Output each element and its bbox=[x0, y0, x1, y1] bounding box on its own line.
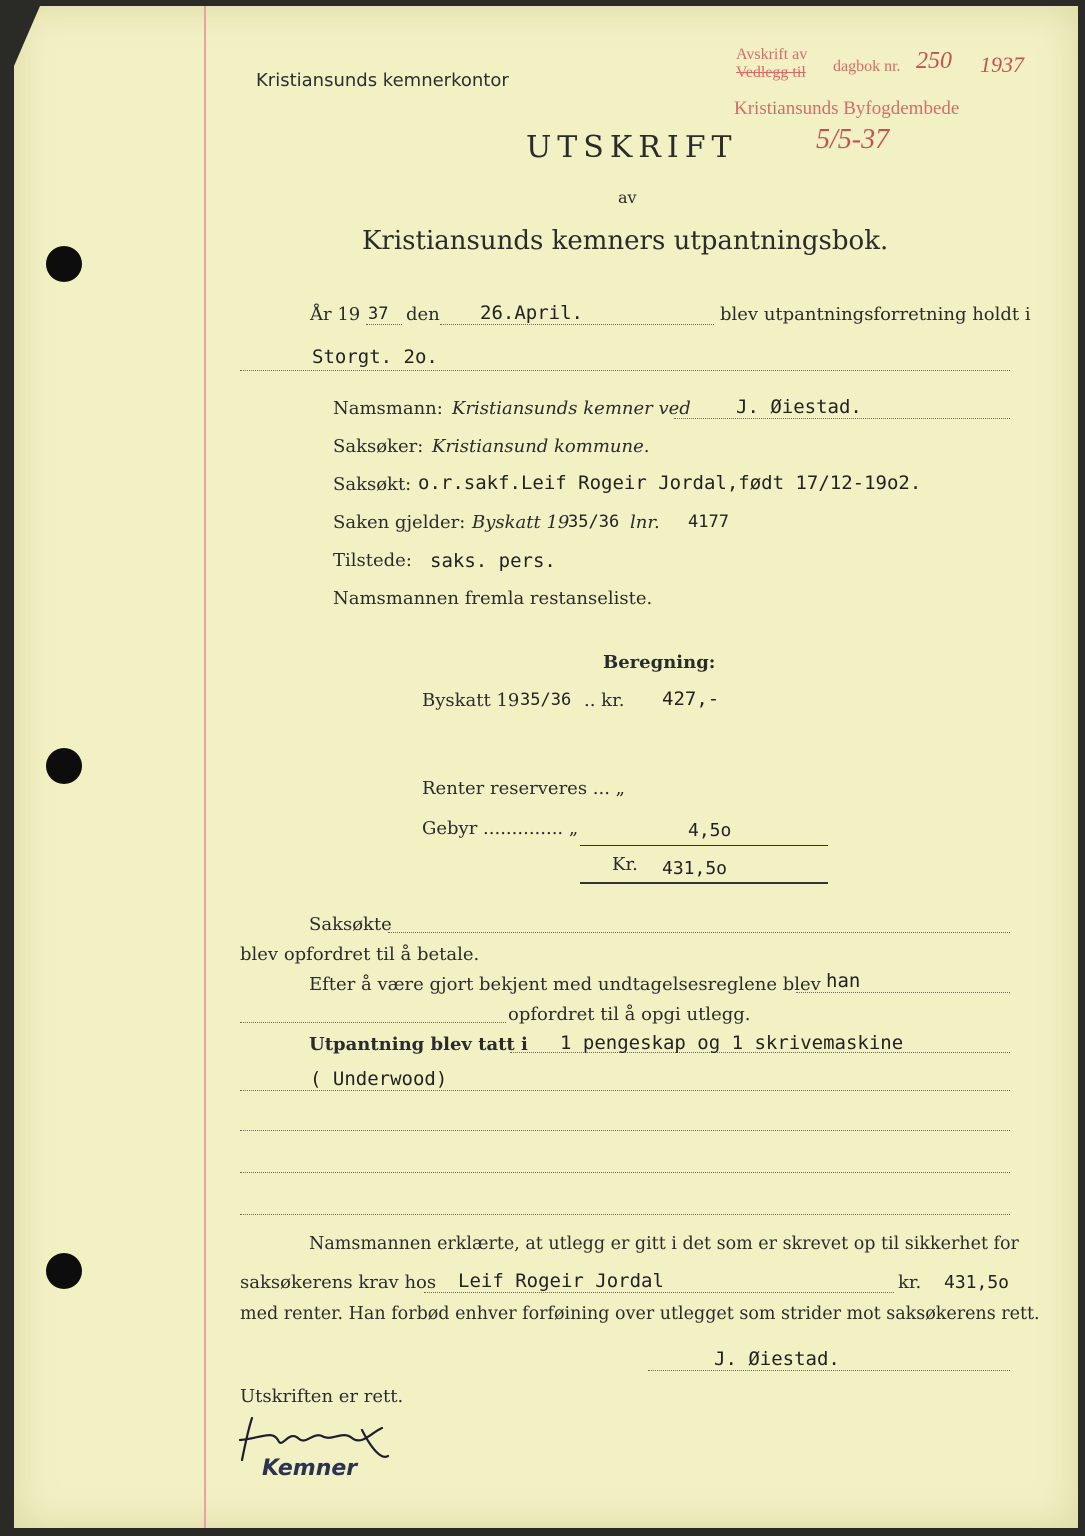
krav-label: saksøkerens krav hos bbox=[240, 1272, 437, 1293]
efter-value: han bbox=[826, 970, 861, 992]
saken-label: Saken gjelder: bbox=[333, 512, 466, 533]
total-amount: 431,5o bbox=[662, 858, 728, 879]
dotted-line bbox=[240, 370, 1010, 371]
title-av: av bbox=[618, 188, 637, 207]
saksokte-label: Saksøkte bbox=[309, 914, 392, 935]
dotted-line bbox=[388, 932, 1010, 933]
kemner-stamp: Kemner bbox=[262, 1456, 358, 1481]
namsmann-signature: J. Øiestad. bbox=[714, 1348, 840, 1370]
efter-text: Efter å være gjort bekjent med undtagelsesreglene blev bbox=[309, 974, 821, 995]
total-label: Kr. bbox=[612, 854, 638, 875]
dotted-line bbox=[796, 992, 1010, 993]
dotted-line bbox=[240, 1214, 1010, 1215]
beregning-heading: Beregning: bbox=[603, 652, 716, 673]
stamp-byfogd: Kristiansunds Byfogdembede bbox=[734, 98, 960, 119]
date-value: 26.April. bbox=[480, 302, 583, 324]
office-name: Kristiansunds kemnerkontor bbox=[256, 70, 509, 91]
book-title: Kristiansunds kemners utpantningsbok. bbox=[362, 226, 889, 256]
utpantning-value2: ( Underwood) bbox=[310, 1068, 448, 1090]
stamp-number: 250 bbox=[916, 48, 952, 74]
dotted-line bbox=[240, 1022, 506, 1023]
stamp-year: 1937 bbox=[980, 52, 1024, 77]
saksokt-label: Saksøkt: bbox=[333, 474, 412, 495]
tilstede-value: saks. pers. bbox=[430, 550, 556, 572]
margin-line bbox=[204, 6, 206, 1528]
byskatt-label: Byskatt 19 bbox=[422, 690, 520, 711]
opfordret-text: blev opfordret til å betale. bbox=[240, 944, 480, 965]
stamp-avskrift: Avskrift av bbox=[736, 46, 808, 63]
dotted-line bbox=[240, 1130, 1010, 1131]
byskatt-amount: 427,- bbox=[662, 688, 720, 710]
intro-tail: blev utpantningsforretning holdt i bbox=[720, 304, 1031, 325]
saken-lnr-value: 4177 bbox=[688, 512, 729, 532]
dotted-line bbox=[240, 1172, 1010, 1173]
krav-amount: 431,5o bbox=[944, 1272, 1010, 1293]
den-label: den bbox=[406, 304, 440, 325]
krav-name: Leif Rogeir Jordal bbox=[458, 1270, 664, 1292]
erklaerte-text: Namsmannen erklærte, at utlegg er gitt i det som er skrevet op til sikkerhet for bbox=[309, 1234, 1019, 1254]
folded-corner bbox=[14, 6, 40, 66]
place-value: Storgt. 2o. bbox=[312, 346, 438, 368]
saksokt-value: o.r.sakf.Leif Rogeir Jordal,født 17/12-19o2. bbox=[418, 472, 922, 494]
dotted-line bbox=[440, 324, 714, 325]
punch-hole bbox=[46, 748, 82, 784]
punch-hole bbox=[46, 1253, 82, 1289]
sum-rule-top bbox=[580, 845, 828, 846]
saken-lnr: lnr. bbox=[630, 512, 660, 533]
tilstede-label: Tilstede: bbox=[333, 550, 412, 571]
page-title: UTSKRIFT bbox=[526, 130, 738, 165]
krav-kr: kr. bbox=[898, 1272, 922, 1293]
saksoker-label: Saksøker: bbox=[333, 436, 424, 457]
saksoker-value: Kristiansund kommune. bbox=[432, 436, 650, 457]
aar-label: År 19 bbox=[310, 304, 361, 325]
byskatt-year: 35/36 bbox=[520, 690, 572, 710]
sum-rule-bottom bbox=[580, 882, 828, 884]
renter-label: Renter reserveres ... „ bbox=[422, 778, 626, 799]
stamp-dagbok: dagbok nr. bbox=[833, 58, 901, 75]
saken-year: 35/36 bbox=[568, 512, 620, 532]
stamp-date: 5/5-37 bbox=[816, 124, 890, 155]
saken-pre: Byskatt 19 bbox=[472, 512, 570, 533]
gebyr-label: Gebyr .............. „ bbox=[422, 818, 579, 839]
utskriften-rett: Utskriften er rett. bbox=[240, 1386, 404, 1407]
utpantning-label: Utpantning blev tatt i bbox=[309, 1034, 528, 1055]
dotted-line bbox=[424, 1292, 894, 1293]
namsmann-pre: Kristiansunds kemner ved bbox=[452, 398, 691, 419]
restanse-text: Namsmannen fremla restanseliste. bbox=[333, 588, 653, 609]
punch-hole bbox=[46, 246, 82, 282]
dotted-line bbox=[366, 324, 402, 325]
aar-value: 37 bbox=[368, 304, 389, 324]
dotted-line bbox=[240, 1090, 1010, 1091]
byskatt-kr: .. kr. bbox=[584, 690, 625, 711]
namsmann-value: J. Øiestad. bbox=[736, 396, 862, 418]
utpantning-value: 1 pengeskap og 1 skrivemaskine bbox=[560, 1032, 904, 1054]
gebyr-amount: 4,5o bbox=[688, 820, 732, 841]
renter-text: med renter. Han forbød enhver forføining over utlegget som strider mot saksøkerens rett. bbox=[240, 1304, 1040, 1324]
opgi-text: opfordret til å opgi utlegg. bbox=[508, 1004, 751, 1025]
dotted-line bbox=[674, 418, 1010, 419]
stamp-vedlegg: Vedlegg til bbox=[736, 64, 806, 81]
dotted-line bbox=[648, 1370, 1010, 1371]
namsmann-label: Namsmann: bbox=[333, 398, 443, 419]
